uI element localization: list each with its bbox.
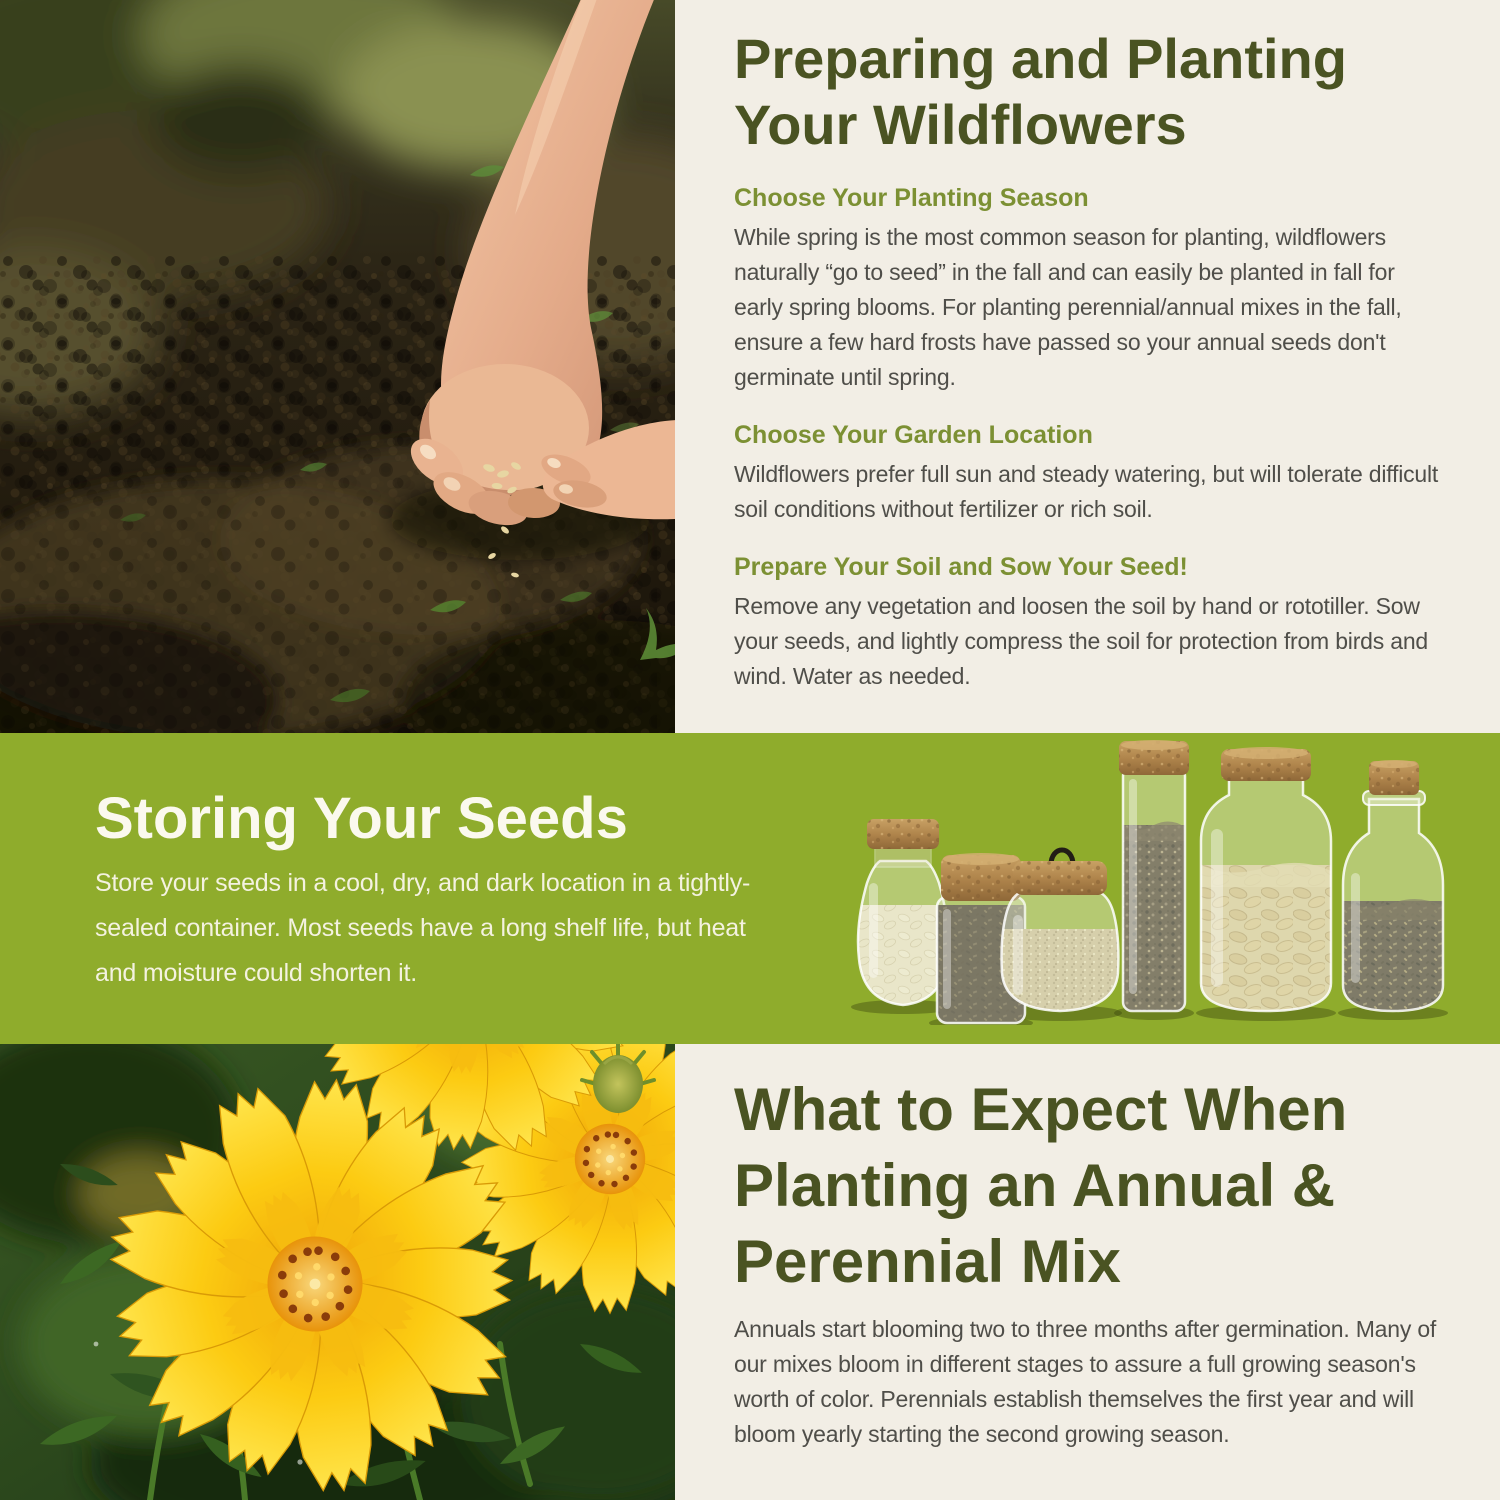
storing-seeds-band [0, 733, 1500, 1044]
what-to-expect-panel [675, 1044, 1500, 1500]
what-to-expect-body: Annuals start blooming two to three months after germination. Many of our mixes bloom in different stages to assure a full growing season's worth of color. Perennials establish themselves the first year and will bloom yearly starting the second growing season. [734, 1316, 1437, 1447]
seed-jars-photo [845, 733, 1495, 1025]
subhead-planting-season: Choose Your Planting Season [734, 184, 1089, 212]
jar-tall-cylinder [1119, 740, 1189, 1011]
page-title [734, 0, 1444, 158]
subhead-garden-location: Choose Your Garden Location [734, 421, 1093, 449]
page-title-line2: Your Wildflowers [734, 93, 1187, 156]
soil-photo-art [0, 0, 675, 733]
jar-mixed-seeds [1343, 760, 1443, 1011]
body-prepare-soil: Remove any vegetation and loosen the soil by hand or rototiller. Sow your seeds, and lightly compress the soil for protection from birds and wind. Water as needed. [734, 593, 1429, 689]
page-title-line1: Preparing and Planting [734, 27, 1347, 90]
what-to-expect-line2: Planting an Annual & [734, 1152, 1336, 1219]
soil-sowing-photo [0, 0, 675, 733]
storing-seeds-title: Storing Your Seeds [95, 786, 628, 851]
what-to-expect-line1: What to Expect When [734, 1076, 1348, 1143]
preparing-planting-panel [675, 0, 1500, 733]
what-to-expect-title [734, 1044, 1444, 1300]
body-garden-location: Wildflowers prefer full sun and steady watering, but will tolerate difficult soil conditions without fertilizer or rich soil. [734, 461, 1439, 522]
jar-pumpkin-seeds [1201, 747, 1331, 1011]
seed-jars-art [845, 733, 1495, 1025]
flower-photo-art [0, 1044, 675, 1500]
storing-seeds-body: Store your seeds in a cool, dry, and dark location in a tightly-sealed container. Most seeds have a long shelf life, but heat and moisture could shorten it. [95, 869, 751, 987]
jar-tan-seeds [1000, 850, 1120, 1013]
what-to-expect-line3: Perennial Mix [734, 1228, 1121, 1295]
yellow-cosmos-photo [0, 1044, 675, 1500]
subhead-prepare-soil: Prepare Your Soil and Sow Your Seed! [734, 553, 1188, 581]
body-planting-season: While spring is the most common season for planting, wildflowers naturally “go to seed” in the fall and can easily be planted in fall for early spring blooms. For planting perennial/annual mixes in the fall, ensure a few hard frosts have passed so your annual seeds don't germinate until spring. [734, 224, 1402, 390]
